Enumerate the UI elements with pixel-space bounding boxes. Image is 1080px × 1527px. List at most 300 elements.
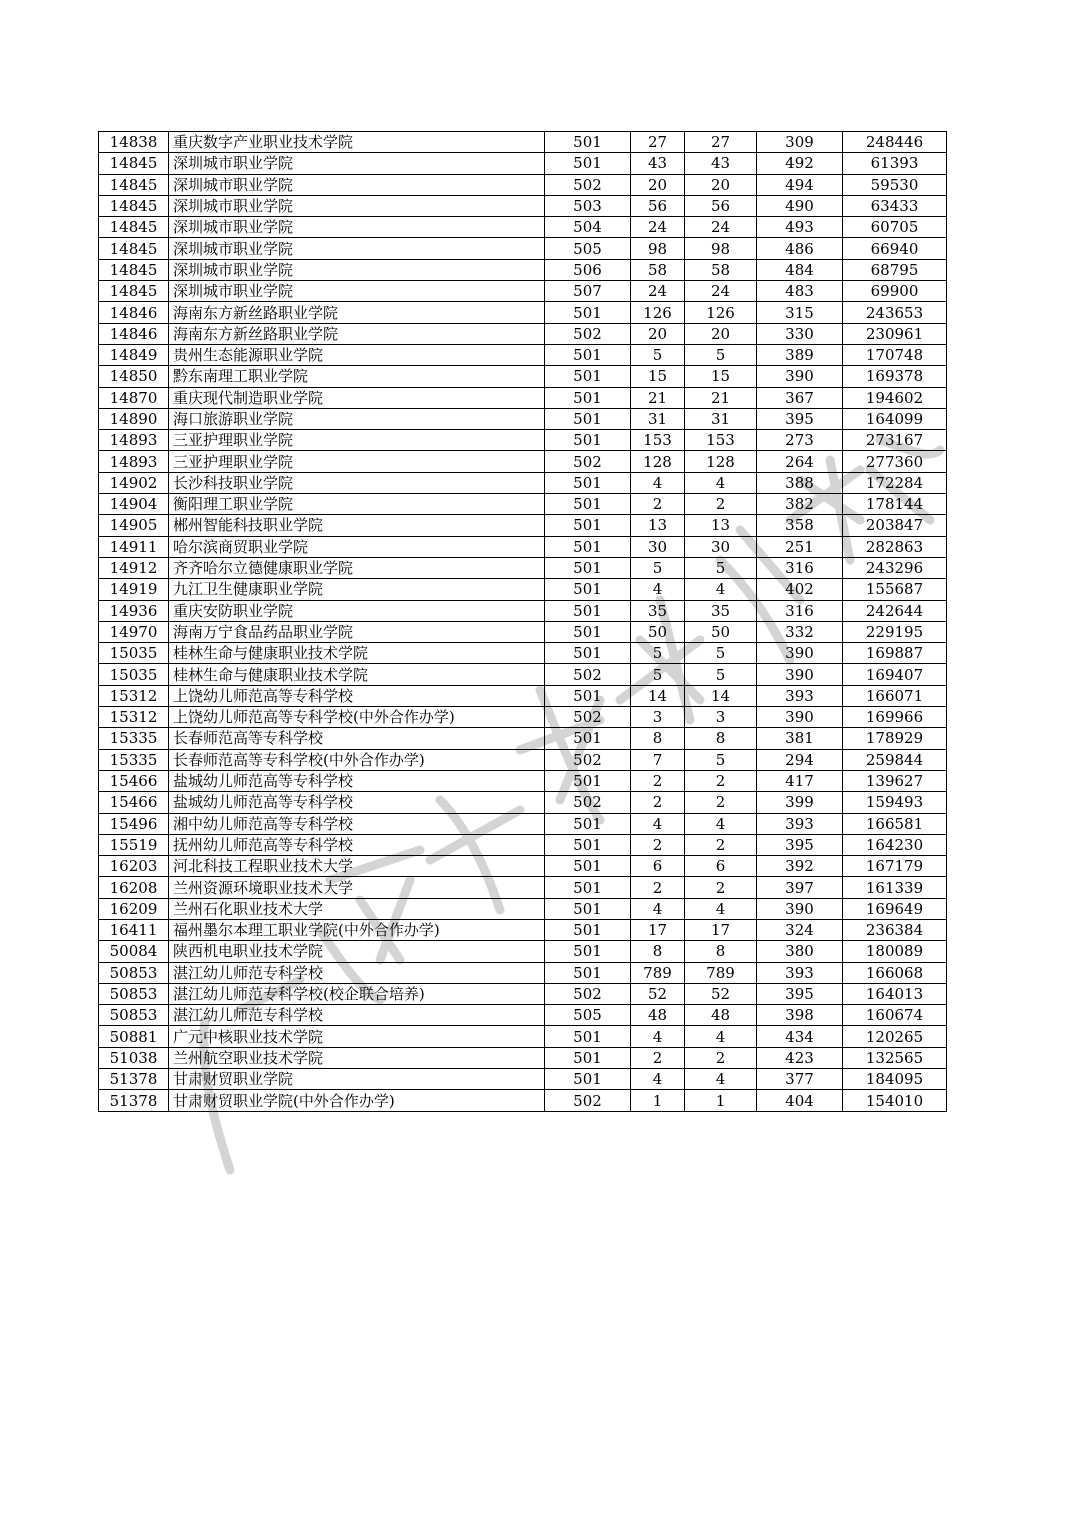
- min-rank-cell: 229195: [843, 621, 947, 642]
- min-score-cell: 483: [757, 281, 843, 302]
- table-row: [99, 536, 947, 557]
- plan-count-cell: 153: [631, 430, 685, 451]
- school-code-cell: 14845: [99, 259, 169, 280]
- major-group-cell: 502: [545, 707, 631, 728]
- major-group-cell: 501: [545, 472, 631, 493]
- school-code-cell: 14838: [99, 132, 169, 153]
- min-score-cell: 330: [757, 323, 843, 344]
- min-score-cell: 484: [757, 259, 843, 280]
- school-name-cell: 贵州生态能源职业学院: [169, 344, 545, 365]
- major-group-cell: 501: [545, 408, 631, 429]
- min-score-cell: 377: [757, 1069, 843, 1090]
- admitted-count-cell: 48: [685, 1005, 757, 1026]
- plan-count-cell: 8: [631, 728, 685, 749]
- plan-count-cell: 98: [631, 238, 685, 259]
- min-score-cell: 382: [757, 494, 843, 515]
- school-code-cell: 14846: [99, 302, 169, 323]
- school-name-cell: 盐城幼儿师范高等专科学校: [169, 770, 545, 791]
- school-name-cell: 深圳城市职业学院: [169, 281, 545, 302]
- min-score-cell: 402: [757, 579, 843, 600]
- min-rank-cell: 68795: [843, 259, 947, 280]
- plan-count-cell: 17: [631, 919, 685, 940]
- admitted-count-cell: 4: [685, 1069, 757, 1090]
- table-row: [99, 664, 947, 685]
- school-name-cell: 黔东南理工职业学院: [169, 366, 545, 387]
- school-name-cell: 兰州航空职业技术学院: [169, 1047, 545, 1068]
- major-group-cell: 501: [545, 813, 631, 834]
- admitted-count-cell: 58: [685, 259, 757, 280]
- min-rank-cell: 243296: [843, 557, 947, 578]
- min-rank-cell: 169649: [843, 898, 947, 919]
- plan-count-cell: 126: [631, 302, 685, 323]
- school-code-cell: 14936: [99, 600, 169, 621]
- min-score-cell: 390: [757, 643, 843, 664]
- min-rank-cell: 248446: [843, 132, 947, 153]
- table-row: [99, 1069, 947, 1090]
- major-group-cell: 501: [545, 919, 631, 940]
- min-rank-cell: 277360: [843, 451, 947, 472]
- min-rank-cell: 166068: [843, 962, 947, 983]
- score-table: [98, 131, 947, 1112]
- admitted-count-cell: 20: [685, 323, 757, 344]
- major-group-cell: 502: [545, 792, 631, 813]
- table-row: [99, 1005, 947, 1026]
- table-row: [99, 579, 947, 600]
- min-rank-cell: 184095: [843, 1069, 947, 1090]
- school-code-cell: 15312: [99, 685, 169, 706]
- min-score-cell: 380: [757, 941, 843, 962]
- school-code-cell: 14850: [99, 366, 169, 387]
- table-row: [99, 302, 947, 323]
- min-score-cell: 358: [757, 515, 843, 536]
- min-score-cell: 492: [757, 153, 843, 174]
- school-name-cell: 深圳城市职业学院: [169, 259, 545, 280]
- major-group-cell: 501: [545, 898, 631, 919]
- plan-count-cell: 43: [631, 153, 685, 174]
- major-group-cell: 502: [545, 451, 631, 472]
- major-group-cell: 501: [545, 387, 631, 408]
- min-rank-cell: 120265: [843, 1026, 947, 1047]
- school-name-cell: 郴州智能科技职业学院: [169, 515, 545, 536]
- table-body: [99, 132, 947, 1112]
- major-group-cell: 501: [545, 153, 631, 174]
- major-group-cell: 501: [545, 877, 631, 898]
- table-row: [99, 621, 947, 642]
- min-rank-cell: 236384: [843, 919, 947, 940]
- min-rank-cell: 170748: [843, 344, 947, 365]
- admitted-count-cell: 5: [685, 643, 757, 664]
- major-group-cell: 501: [545, 941, 631, 962]
- min-score-cell: 392: [757, 856, 843, 877]
- plan-count-cell: 2: [631, 494, 685, 515]
- school-name-cell: 盐城幼儿师范高等专科学校: [169, 792, 545, 813]
- major-group-cell: 501: [545, 536, 631, 557]
- school-name-cell: 三亚护理职业学院: [169, 430, 545, 451]
- plan-count-cell: 6: [631, 856, 685, 877]
- min-rank-cell: 66940: [843, 238, 947, 259]
- plan-count-cell: 2: [631, 1047, 685, 1068]
- admitted-count-cell: 30: [685, 536, 757, 557]
- table-row: [99, 281, 947, 302]
- school-code-cell: 16209: [99, 898, 169, 919]
- school-code-cell: 14845: [99, 153, 169, 174]
- min-score-cell: 393: [757, 685, 843, 706]
- admitted-count-cell: 2: [685, 494, 757, 515]
- school-name-cell: 桂林生命与健康职业技术学院: [169, 664, 545, 685]
- admitted-count-cell: 6: [685, 856, 757, 877]
- major-group-cell: 505: [545, 1005, 631, 1026]
- school-code-cell: 50881: [99, 1026, 169, 1047]
- school-code-cell: 16208: [99, 877, 169, 898]
- min-score-cell: 399: [757, 792, 843, 813]
- major-group-cell: 501: [545, 302, 631, 323]
- min-score-cell: 486: [757, 238, 843, 259]
- school-code-cell: 16203: [99, 856, 169, 877]
- table-row: [99, 600, 947, 621]
- min-score-cell: 389: [757, 344, 843, 365]
- school-name-cell: 兰州石化职业技术大学: [169, 898, 545, 919]
- min-rank-cell: 243653: [843, 302, 947, 323]
- min-score-cell: 316: [757, 600, 843, 621]
- admitted-count-cell: 31: [685, 408, 757, 429]
- major-group-cell: 501: [545, 579, 631, 600]
- table-row: [99, 643, 947, 664]
- school-name-cell: 衡阳理工职业学院: [169, 494, 545, 515]
- school-code-cell: 14845: [99, 195, 169, 216]
- min-rank-cell: 164013: [843, 983, 947, 1004]
- table-row: [99, 557, 947, 578]
- plan-count-cell: 8: [631, 941, 685, 962]
- min-rank-cell: 166071: [843, 685, 947, 706]
- min-score-cell: 397: [757, 877, 843, 898]
- major-group-cell: 507: [545, 281, 631, 302]
- min-rank-cell: 60705: [843, 217, 947, 238]
- admitted-count-cell: 24: [685, 217, 757, 238]
- school-code-cell: 14970: [99, 621, 169, 642]
- school-code-cell: 14911: [99, 536, 169, 557]
- school-name-cell: 九江卫生健康职业学院: [169, 579, 545, 600]
- min-rank-cell: 273167: [843, 430, 947, 451]
- school-name-cell: 深圳城市职业学院: [169, 174, 545, 195]
- min-rank-cell: 167179: [843, 856, 947, 877]
- major-group-cell: 502: [545, 1090, 631, 1111]
- admitted-count-cell: 56: [685, 195, 757, 216]
- school-code-cell: 15496: [99, 813, 169, 834]
- school-code-cell: 50853: [99, 962, 169, 983]
- table-row: [99, 792, 947, 813]
- plan-count-cell: 30: [631, 536, 685, 557]
- table-row: [99, 153, 947, 174]
- plan-count-cell: 27: [631, 132, 685, 153]
- admitted-count-cell: 8: [685, 728, 757, 749]
- min-rank-cell: 194602: [843, 387, 947, 408]
- plan-count-cell: 13: [631, 515, 685, 536]
- min-rank-cell: 63433: [843, 195, 947, 216]
- table-row: [99, 941, 947, 962]
- school-name-cell: 湘中幼儿师范高等专科学校: [169, 813, 545, 834]
- table-row: [99, 749, 947, 770]
- school-name-cell: 海南东方新丝路职业学院: [169, 323, 545, 344]
- school-code-cell: 14890: [99, 408, 169, 429]
- min-score-cell: 273: [757, 430, 843, 451]
- plan-count-cell: 7: [631, 749, 685, 770]
- min-score-cell: 494: [757, 174, 843, 195]
- admitted-count-cell: 128: [685, 451, 757, 472]
- major-group-cell: 501: [545, 557, 631, 578]
- plan-count-cell: 4: [631, 579, 685, 600]
- min-score-cell: 417: [757, 770, 843, 791]
- major-group-cell: 501: [545, 494, 631, 515]
- admitted-count-cell: 52: [685, 983, 757, 1004]
- admitted-count-cell: 5: [685, 749, 757, 770]
- table-row: [99, 983, 947, 1004]
- admitted-count-cell: 2: [685, 877, 757, 898]
- min-score-cell: 294: [757, 749, 843, 770]
- major-group-cell: 501: [545, 430, 631, 451]
- major-group-cell: 501: [545, 685, 631, 706]
- school-name-cell: 海南万宁食品药品职业学院: [169, 621, 545, 642]
- min-rank-cell: 61393: [843, 153, 947, 174]
- table-row: [99, 195, 947, 216]
- plan-count-cell: 24: [631, 217, 685, 238]
- min-rank-cell: 169407: [843, 664, 947, 685]
- table-row: [99, 387, 947, 408]
- table-row: [99, 919, 947, 940]
- major-group-cell: 505: [545, 238, 631, 259]
- admitted-count-cell: 2: [685, 770, 757, 791]
- plan-count-cell: 2: [631, 877, 685, 898]
- plan-count-cell: 4: [631, 1069, 685, 1090]
- table-row: [99, 451, 947, 472]
- admitted-count-cell: 2: [685, 1047, 757, 1068]
- plan-count-cell: 31: [631, 408, 685, 429]
- min-score-cell: 398: [757, 1005, 843, 1026]
- school-code-cell: 14845: [99, 174, 169, 195]
- table-row: [99, 877, 947, 898]
- school-code-cell: 51378: [99, 1069, 169, 1090]
- school-code-cell: 15335: [99, 728, 169, 749]
- school-name-cell: 哈尔滨商贸职业学院: [169, 536, 545, 557]
- admitted-count-cell: 5: [685, 557, 757, 578]
- min-score-cell: 434: [757, 1026, 843, 1047]
- admitted-count-cell: 789: [685, 962, 757, 983]
- plan-count-cell: 5: [631, 344, 685, 365]
- school-code-cell: 15312: [99, 707, 169, 728]
- min-rank-cell: 154010: [843, 1090, 947, 1111]
- min-rank-cell: 169378: [843, 366, 947, 387]
- school-name-cell: 广元中核职业技术学院: [169, 1026, 545, 1047]
- school-code-cell: 15466: [99, 770, 169, 791]
- school-code-cell: 51038: [99, 1047, 169, 1068]
- table-row: [99, 1047, 947, 1068]
- plan-count-cell: 789: [631, 962, 685, 983]
- admitted-count-cell: 5: [685, 664, 757, 685]
- table-row: [99, 494, 947, 515]
- school-name-cell: 海口旅游职业学院: [169, 408, 545, 429]
- min-score-cell: 324: [757, 919, 843, 940]
- school-code-cell: 14893: [99, 451, 169, 472]
- school-code-cell: 14893: [99, 430, 169, 451]
- table-row: [99, 344, 947, 365]
- plan-count-cell: 56: [631, 195, 685, 216]
- school-name-cell: 齐齐哈尔立德健康职业学院: [169, 557, 545, 578]
- major-group-cell: 501: [545, 1047, 631, 1068]
- plan-count-cell: 2: [631, 770, 685, 791]
- admitted-count-cell: 21: [685, 387, 757, 408]
- admitted-count-cell: 43: [685, 153, 757, 174]
- major-group-cell: 502: [545, 983, 631, 1004]
- min-score-cell: 332: [757, 621, 843, 642]
- plan-count-cell: 14: [631, 685, 685, 706]
- major-group-cell: 501: [545, 962, 631, 983]
- min-score-cell: 490: [757, 195, 843, 216]
- admitted-count-cell: 50: [685, 621, 757, 642]
- school-code-cell: 14904: [99, 494, 169, 515]
- min-score-cell: 395: [757, 408, 843, 429]
- major-group-cell: 501: [545, 621, 631, 642]
- min-rank-cell: 69900: [843, 281, 947, 302]
- plan-count-cell: 5: [631, 664, 685, 685]
- school-name-cell: 深圳城市职业学院: [169, 153, 545, 174]
- table-row: [99, 408, 947, 429]
- min-rank-cell: 164099: [843, 408, 947, 429]
- school-name-cell: 湛江幼儿师范专科学校: [169, 962, 545, 983]
- admitted-count-cell: 14: [685, 685, 757, 706]
- plan-count-cell: 3: [631, 707, 685, 728]
- min-rank-cell: 178144: [843, 494, 947, 515]
- table-row: [99, 472, 947, 493]
- min-rank-cell: 166581: [843, 813, 947, 834]
- table-row: [99, 515, 947, 536]
- major-group-cell: 501: [545, 834, 631, 855]
- school-code-cell: 14846: [99, 323, 169, 344]
- school-code-cell: 50853: [99, 1005, 169, 1026]
- min-score-cell: 264: [757, 451, 843, 472]
- admitted-count-cell: 4: [685, 472, 757, 493]
- min-rank-cell: 155687: [843, 579, 947, 600]
- min-rank-cell: 203847: [843, 515, 947, 536]
- school-name-cell: 湛江幼儿师范专科学校: [169, 1005, 545, 1026]
- admitted-count-cell: 4: [685, 898, 757, 919]
- school-name-cell: 长春师范高等专科学校: [169, 728, 545, 749]
- major-group-cell: 501: [545, 515, 631, 536]
- table-row: [99, 813, 947, 834]
- plan-count-cell: 50: [631, 621, 685, 642]
- table-row: [99, 962, 947, 983]
- plan-count-cell: 5: [631, 557, 685, 578]
- school-name-cell: 重庆现代制造职业学院: [169, 387, 545, 408]
- school-code-cell: 14845: [99, 217, 169, 238]
- admitted-count-cell: 8: [685, 941, 757, 962]
- min-score-cell: 395: [757, 983, 843, 1004]
- plan-count-cell: 4: [631, 472, 685, 493]
- plan-count-cell: 24: [631, 281, 685, 302]
- school-name-cell: 陕西机电职业技术学院: [169, 941, 545, 962]
- major-group-cell: 501: [545, 344, 631, 365]
- min-rank-cell: 230961: [843, 323, 947, 344]
- plan-count-cell: 15: [631, 366, 685, 387]
- major-group-cell: 501: [545, 366, 631, 387]
- min-rank-cell: 132565: [843, 1047, 947, 1068]
- min-score-cell: 390: [757, 664, 843, 685]
- table-row: [99, 132, 947, 153]
- plan-count-cell: 4: [631, 1026, 685, 1047]
- min-rank-cell: 282863: [843, 536, 947, 557]
- school-name-cell: 河北科技工程职业技术大学: [169, 856, 545, 877]
- major-group-cell: 502: [545, 323, 631, 344]
- min-score-cell: 315: [757, 302, 843, 323]
- min-score-cell: 393: [757, 962, 843, 983]
- admitted-count-cell: 153: [685, 430, 757, 451]
- table-row: [99, 856, 947, 877]
- min-rank-cell: 160674: [843, 1005, 947, 1026]
- table-row: [99, 366, 947, 387]
- admitted-count-cell: 1: [685, 1090, 757, 1111]
- admitted-count-cell: 3: [685, 707, 757, 728]
- plan-count-cell: 21: [631, 387, 685, 408]
- school-code-cell: 15519: [99, 834, 169, 855]
- min-rank-cell: 242644: [843, 600, 947, 621]
- school-name-cell: 上饶幼儿师范高等专科学校(中外合作办学): [169, 707, 545, 728]
- major-group-cell: 501: [545, 643, 631, 664]
- school-code-cell: 15335: [99, 749, 169, 770]
- major-group-cell: 501: [545, 856, 631, 877]
- min-rank-cell: 178929: [843, 728, 947, 749]
- school-code-cell: 51378: [99, 1090, 169, 1111]
- school-name-cell: 长春师范高等专科学校(中外合作办学): [169, 749, 545, 770]
- plan-count-cell: 5: [631, 643, 685, 664]
- plan-count-cell: 20: [631, 323, 685, 344]
- table-row: [99, 259, 947, 280]
- plan-count-cell: 4: [631, 813, 685, 834]
- school-name-cell: 兰州资源环境职业技术大学: [169, 877, 545, 898]
- min-score-cell: 251: [757, 536, 843, 557]
- min-score-cell: 309: [757, 132, 843, 153]
- table-row: [99, 685, 947, 706]
- school-name-cell: 重庆数字产业职业技术学院: [169, 132, 545, 153]
- school-code-cell: 14905: [99, 515, 169, 536]
- table-row: [99, 898, 947, 919]
- plan-count-cell: 4: [631, 898, 685, 919]
- admitted-count-cell: 4: [685, 1026, 757, 1047]
- table-row: [99, 430, 947, 451]
- school-code-cell: 14912: [99, 557, 169, 578]
- admitted-count-cell: 5: [685, 344, 757, 365]
- min-score-cell: 423: [757, 1047, 843, 1068]
- school-code-cell: 14849: [99, 344, 169, 365]
- school-name-cell: 甘肃财贸职业学院(中外合作办学): [169, 1090, 545, 1111]
- admitted-count-cell: 27: [685, 132, 757, 153]
- school-name-cell: 长沙科技职业学院: [169, 472, 545, 493]
- school-code-cell: 15035: [99, 643, 169, 664]
- plan-count-cell: 128: [631, 451, 685, 472]
- major-group-cell: 501: [545, 1026, 631, 1047]
- major-group-cell: 502: [545, 174, 631, 195]
- min-rank-cell: 172284: [843, 472, 947, 493]
- plan-count-cell: 58: [631, 259, 685, 280]
- school-name-cell: 三亚护理职业学院: [169, 451, 545, 472]
- school-name-cell: 湛江幼儿师范专科学校(校企联合培养): [169, 983, 545, 1004]
- admitted-count-cell: 4: [685, 813, 757, 834]
- min-score-cell: 393: [757, 813, 843, 834]
- min-rank-cell: 169887: [843, 643, 947, 664]
- plan-count-cell: 35: [631, 600, 685, 621]
- admitted-count-cell: 98: [685, 238, 757, 259]
- school-code-cell: 50853: [99, 983, 169, 1004]
- table-row: [99, 217, 947, 238]
- admitted-count-cell: 126: [685, 302, 757, 323]
- min-score-cell: 404: [757, 1090, 843, 1111]
